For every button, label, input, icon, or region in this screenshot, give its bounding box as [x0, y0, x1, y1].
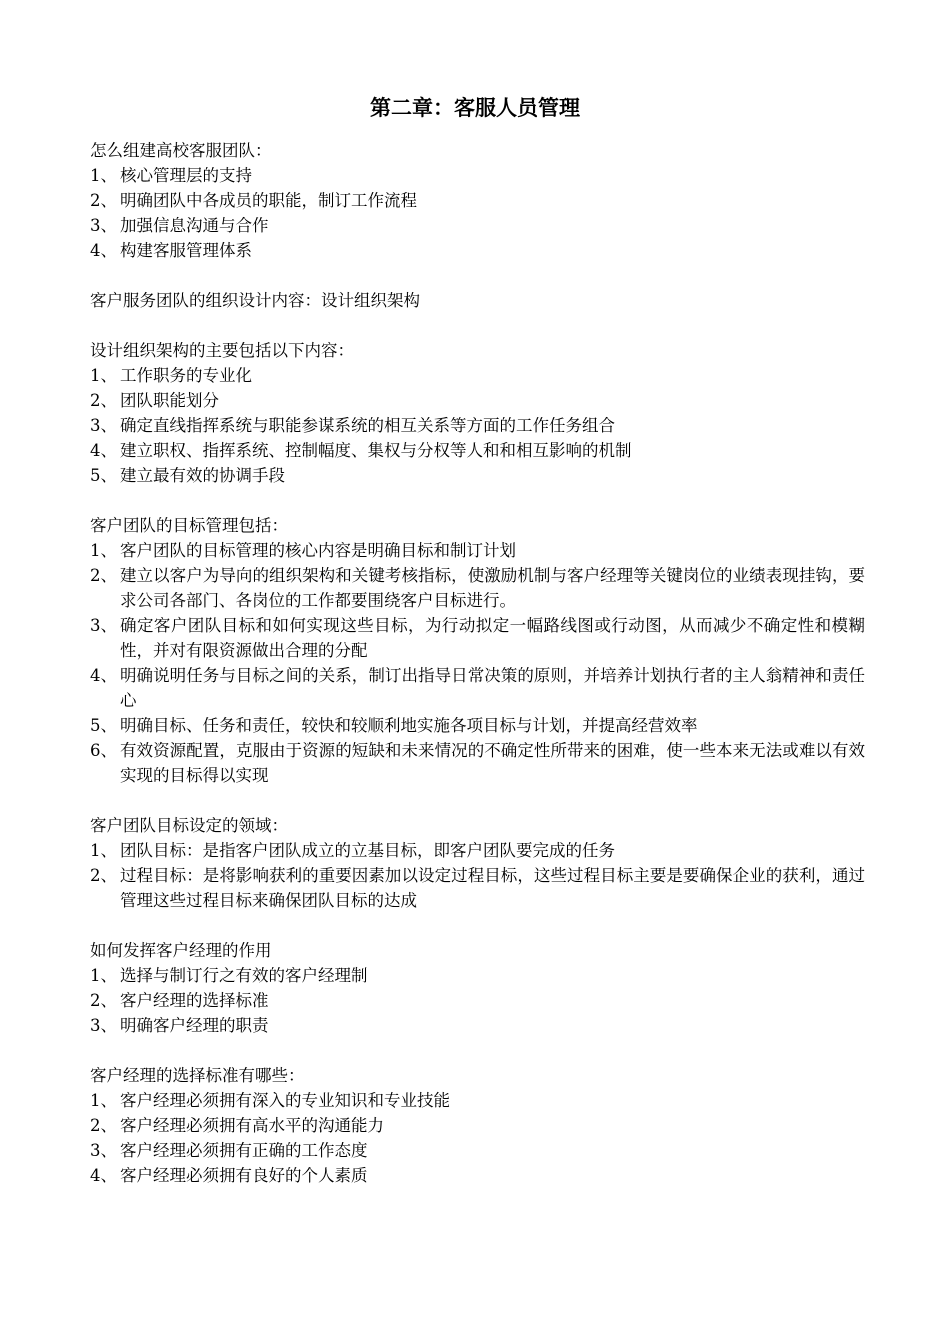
list-item-text: 明确说明任务与目标之间的关系，制订出指导日常决策的原则，并培养计划执行者的主人翁精神和责任心	[120, 666, 865, 710]
list-item-text: 建立最有效的协调手段	[120, 466, 285, 485]
section-heading: 怎么组建高校客服团队：	[90, 141, 272, 160]
numbered-list	[90, 538, 865, 788]
list-item-number: 4、	[90, 241, 117, 260]
list-item	[90, 963, 865, 988]
list-item	[90, 388, 865, 413]
list-item-text: 工作职务的专业化	[120, 366, 252, 385]
numbered-list	[90, 1088, 865, 1188]
list-item-number: 1、	[90, 966, 117, 985]
list-item	[90, 1113, 865, 1138]
list-item	[90, 438, 865, 463]
list-item-number: 2、	[90, 991, 117, 1010]
list-item-text: 过程目标：是将影响获利的重要因素加以设定过程目标，这些过程目标主要是要确保企业的获利，通过管理这些过程目标来确保团队目标的达成	[120, 866, 865, 910]
list-item-text: 团队职能划分	[120, 391, 219, 410]
list-item	[90, 413, 865, 438]
list-item-number: 2、	[90, 391, 117, 410]
list-item-number: 4、	[90, 1166, 117, 1185]
list-item	[90, 863, 865, 913]
list-item-number: 2、	[90, 1116, 117, 1135]
section	[90, 513, 865, 788]
list-item-number: 1、	[90, 841, 117, 860]
list-item-number: 1、	[90, 366, 117, 385]
list-item	[90, 563, 865, 613]
section-heading: 客户团队目标设定的领域：	[90, 816, 288, 835]
list-item	[90, 213, 865, 238]
list-item-number: 3、	[90, 616, 117, 635]
section	[90, 288, 865, 313]
list-item-number: 1、	[90, 1091, 117, 1110]
list-item-text: 有效资源配置，克服由于资源的短缺和未来情况的不确定性所带来的困难，使一些本来无法或难以有效实现的目标得以实现	[120, 741, 865, 785]
list-item-number: 3、	[90, 216, 117, 235]
list-item	[90, 463, 865, 488]
list-item-text: 确定客户团队目标和如何实现这些目标，为行动拟定一幅路线图或行动图，从而减少不确定性和模糊性，并对有限资源做出合理的分配	[120, 616, 865, 660]
list-item-number: 3、	[90, 416, 117, 435]
numbered-list	[90, 363, 865, 488]
list-item-number: 1、	[90, 541, 117, 560]
list-item	[90, 988, 865, 1013]
list-item-number: 2、	[90, 866, 117, 885]
list-item	[90, 1088, 865, 1113]
section	[90, 138, 865, 263]
list-item	[90, 663, 865, 713]
list-item-text: 核心管理层的支持	[120, 166, 252, 185]
list-item-text: 建立以客户为导向的组织架构和关键考核指标，使激励机制与客户经理等关键岗位的业绩表现挂钩，要求公司各部门、各岗位的工作都要围绕客户目标进行。	[120, 566, 865, 610]
section-heading: 如何发挥客户经理的作用	[90, 941, 272, 960]
section-heading: 客户服务团队的组织设计内容：设计组织架构	[90, 291, 420, 310]
list-item	[90, 163, 865, 188]
section	[90, 813, 865, 913]
list-item-text: 构建客服管理体系	[120, 241, 252, 260]
section-heading: 设计组织架构的主要包括以下内容：	[90, 341, 354, 360]
list-item	[90, 1138, 865, 1163]
list-item-text: 团队目标：是指客户团队成立的立基目标，即客户团队要完成的任务	[120, 841, 615, 860]
list-item-text: 客户经理必须拥有良好的个人素质	[120, 1166, 368, 1185]
numbered-list	[90, 163, 865, 263]
list-item-number: 5、	[90, 466, 117, 485]
list-item-text: 确定直线指挥系统与职能参谋系统的相互关系等方面的工作任务组合	[120, 416, 615, 435]
list-item-text: 客户团队的目标管理的核心内容是明确目标和制订计划	[120, 541, 516, 560]
list-item	[90, 238, 865, 263]
list-item-number: 3、	[90, 1016, 117, 1035]
list-item-number: 2、	[90, 566, 117, 585]
list-item	[90, 738, 865, 788]
page-title: 第二章：客服人员管理	[370, 96, 580, 120]
section-heading: 客户团队的目标管理包括：	[90, 516, 288, 535]
list-item	[90, 188, 865, 213]
list-item	[90, 538, 865, 563]
list-item-number: 4、	[90, 441, 117, 460]
list-item-text: 选择与制订行之有效的客户经理制	[120, 966, 368, 985]
list-item-number: 3、	[90, 1141, 117, 1160]
list-item-number: 2、	[90, 191, 117, 210]
section	[90, 1063, 865, 1188]
document-body	[90, 138, 865, 1213]
list-item	[90, 613, 865, 663]
section-heading: 客户经理的选择标准有哪些：	[90, 1066, 305, 1085]
list-item-text: 明确客户经理的职责	[120, 1016, 269, 1035]
list-item-number: 1、	[90, 166, 117, 185]
list-item-text: 客户经理必须拥有正确的工作态度	[120, 1141, 368, 1160]
list-item-number: 5、	[90, 716, 117, 735]
numbered-list	[90, 963, 865, 1038]
list-item	[90, 838, 865, 863]
section	[90, 338, 865, 488]
list-item-text: 建立职权、指挥系统、控制幅度、集权与分权等人和和相互影响的机制	[120, 441, 632, 460]
list-item-number: 6、	[90, 741, 117, 760]
list-item-text: 加强信息沟通与合作	[120, 216, 269, 235]
list-item	[90, 363, 865, 388]
section	[90, 938, 865, 1038]
list-item-text: 客户经理的选择标准	[120, 991, 269, 1010]
list-item	[90, 1163, 865, 1188]
numbered-list	[90, 838, 865, 913]
list-item-text: 客户经理必须拥有高水平的沟通能力	[120, 1116, 384, 1135]
list-item-text: 明确团队中各成员的职能，制订工作流程	[120, 191, 417, 210]
list-item	[90, 713, 865, 738]
list-item	[90, 1013, 865, 1038]
list-item-text: 客户经理必须拥有深入的专业知识和专业技能	[120, 1091, 450, 1110]
list-item-number: 4、	[90, 666, 117, 685]
list-item-text: 明确目标、任务和责任，较快和较顺利地实施各项目标与计划，并提高经营效率	[120, 716, 698, 735]
